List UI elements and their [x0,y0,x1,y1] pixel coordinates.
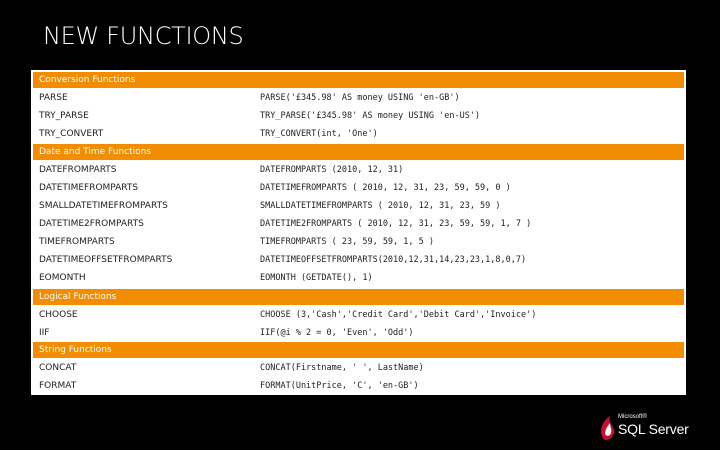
table-row [33,360,684,376]
function-example: TRY_PARSE('£345.98' AS money USING 'en-US') [252,108,684,124]
section-header [33,72,684,88]
page-title: NEW FUNCTIONS [43,22,244,50]
table-row [33,216,684,232]
table-row [33,234,684,250]
table-row [33,108,684,124]
sql-server-label: SQL Server [618,421,689,437]
function-name: TRY_PARSE [33,108,249,124]
function-name: DATETIMEFROMPARTS [33,180,249,196]
function-name: DATETIMEOFFSETFROMPARTS [33,252,249,268]
function-example: TRY_CONVERT(int, 'One') [252,126,684,142]
table-row [33,270,684,286]
table-row [33,198,684,214]
table-row [33,180,684,196]
function-name: PARSE [33,90,249,106]
microsoft-label: Microsoft® [618,414,647,420]
function-name: CHOOSE [33,307,249,323]
function-example: EOMONTH (GETDATE(), 1) [252,270,684,286]
function-example: IIF(@i % 2 = 0, 'Even', 'Odd') [252,325,684,341]
function-example: DATETIMEFROMPARTS ( 2010, 12, 31, 23, 59, 59, 0 ) [252,180,684,196]
function-name: FORMAT [33,378,249,394]
function-example: DATETIMEOFFSETFROMPARTS(2010,12,31,14,23,23,1,8,0,7) [252,252,684,268]
table-row [33,378,684,394]
function-example: TIMEFROMPARTS ( 23, 59, 59, 1, 5 ) [252,234,684,250]
table-row [33,90,684,106]
function-name: EOMONTH [33,270,249,286]
section-label: Date and Time Functions [33,144,684,160]
section-label: String Functions [33,342,684,358]
function-example: DATEFROMPARTS (2010, 12, 31) [252,162,684,178]
function-name: TRY_CONVERT [33,126,249,142]
function-example: SMALLDATETIMEFROMPARTS ( 2010, 12, 31, 23, 59 ) [252,198,684,214]
function-name: DATEFROMPARTS [33,162,249,178]
function-example: PARSE('£345.98' AS money USING 'en-GB') [252,90,684,106]
section-label: Conversion Functions [33,72,684,88]
table-row [33,126,684,142]
function-example: DATETIME2FROMPARTS ( 2010, 12, 31, 23, 59, 59, 1, 7 ) [252,216,684,232]
section-header [33,289,684,305]
table-row [33,325,684,341]
table-row [33,162,684,178]
table-row [33,307,684,323]
function-name: CONCAT [33,360,249,376]
section-label: Logical Functions [33,289,684,305]
function-example: CHOOSE (3,'Cash','Credit Card','Debit Card','Invoice') [252,307,684,323]
function-name: TIMEFROMPARTS [33,234,249,250]
section-header [33,342,684,358]
function-example: FORMAT(UnitPrice, 'C', 'en-GB') [252,378,684,394]
function-name: SMALLDATETIMEFROMPARTS [33,198,249,214]
function-example: CONCAT(Firstname, ' ', LastName) [252,360,684,376]
function-name: IIF [33,325,249,341]
function-name: DATETIME2FROMPARTS [33,216,249,232]
table-row [33,252,684,268]
section-header [33,144,684,160]
